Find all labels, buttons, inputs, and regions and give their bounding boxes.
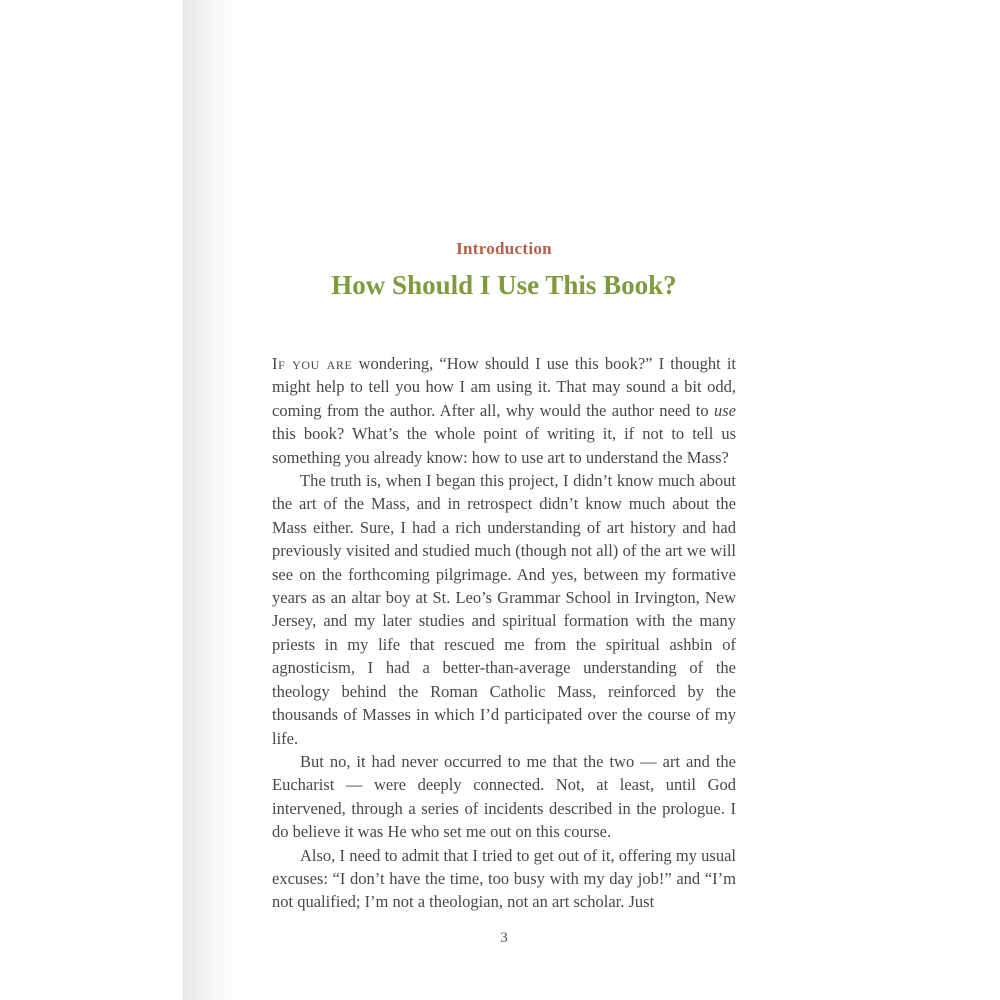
italic-word: use xyxy=(714,400,736,420)
chapter-title: How Should I Use This Book? xyxy=(331,270,677,300)
page-number: 3 xyxy=(500,930,508,946)
lead-in-smallcaps: If you are xyxy=(272,354,353,373)
body-text xyxy=(272,352,736,914)
chapter-kicker: Introduction xyxy=(456,239,552,258)
paragraph-4: Also, I need to admit that I tried to get out of it, offering my usual excuses: “I don’t have the time, too busy with my day job!” and “I’m not qualified; I’m not a theologian, not an art scholar. Just xyxy=(272,845,736,912)
paragraph-1-ending: this book? What’s the whole point of writing it, if not to tell us something you already know: how to use art to understand the Mass? xyxy=(272,424,736,467)
paragraph-1-text: wondering, “How should I use this book?” I thought it might help to tell you how I am using it. That may sound a bit odd, coming from the author. After all, why would the author need to xyxy=(272,354,736,420)
page-gutter-shadow xyxy=(183,0,239,1000)
paragraph-3: But no, it had never occurred to me that the two — art and the Eucharist — were deeply connected. Not, at least, until God intervened, through a series of incidents described in the prologue. I do believe it was He who set me out on this course. xyxy=(272,751,736,842)
paragraph-2: The truth is, when I began this project, I didn’t know much about the art of the Mass, and in retrospect didn’t know much about the Mass either. Sure, I had a rich understanding of art history and had previously visited and studied much (though not all) of the art we will see on the forthcoming pilgrimage. And yes, between my formative years as an altar boy at St. Leo’s Grammar School in Irvington, New Jersey, and my later studies and spiritual formation with the many priests in my life that rescued me from the spiritual ashbin of agnosticism, I had a better-than-average understanding of the theology behind the Roman Catholic Mass, reinforced by the thousands of Masses in which I’d participated over the course of my life. xyxy=(272,471,736,748)
paragraph-1 xyxy=(272,352,736,469)
page-content xyxy=(272,0,736,1000)
